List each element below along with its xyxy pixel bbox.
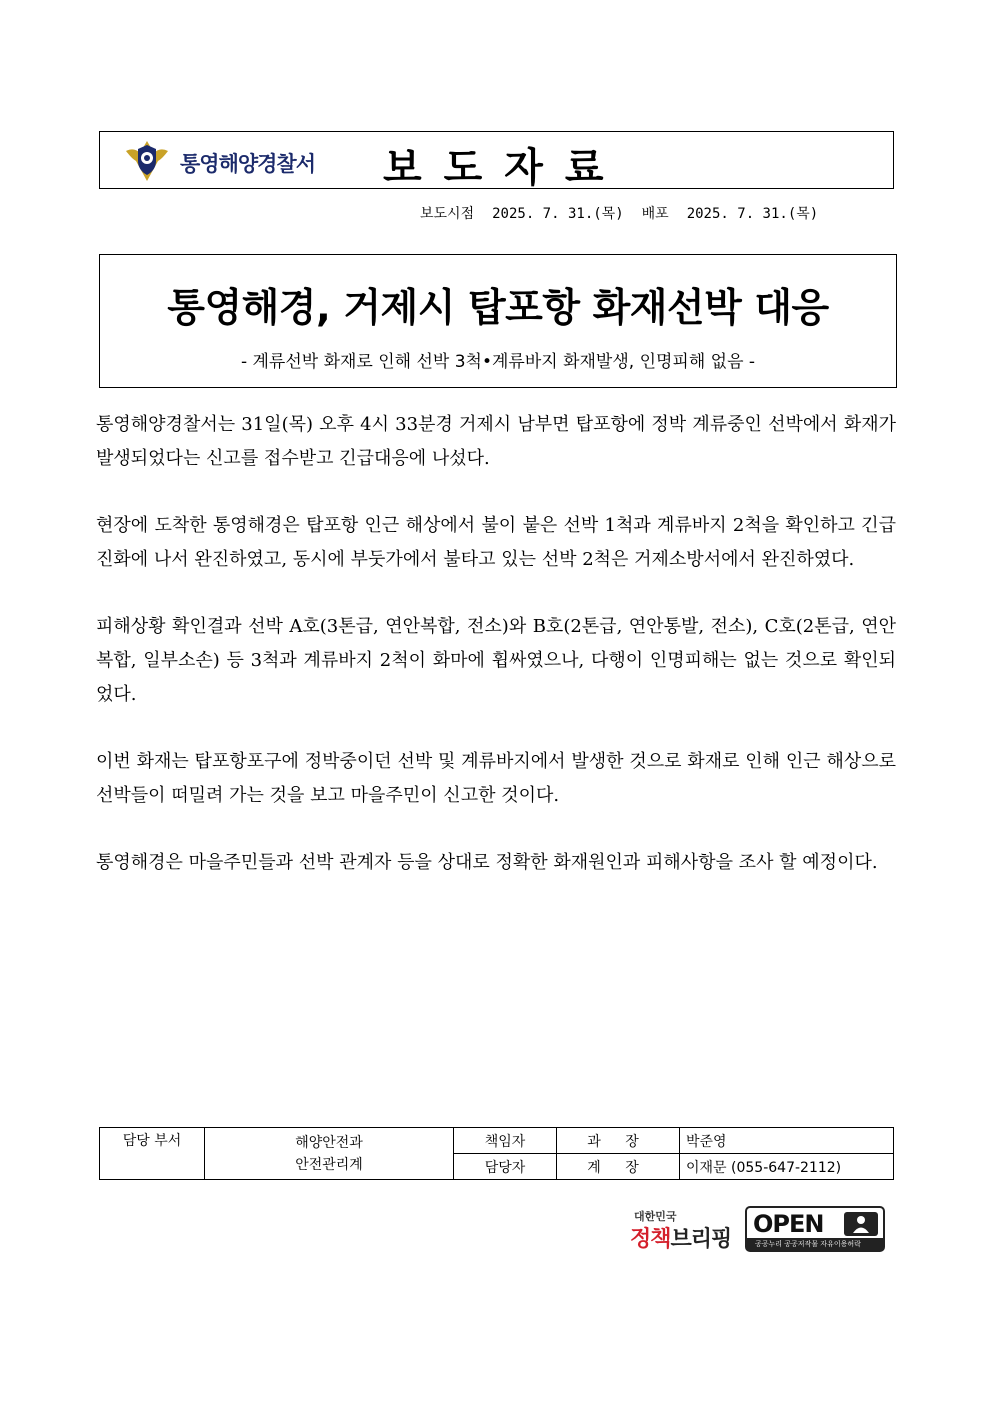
paragraph: 통영해양경찰서는 31일(목) 오후 4시 33분경 거제시 남부면 탑포항에 정박 계류중인 선박에서 화재가 발생되었다는 신고를 접수받고 긴급대응에 나섰다. [96, 414, 896, 469]
release-date: 2025. 7. 31.(목) [492, 206, 624, 222]
dept-cell [205, 1128, 454, 1180]
headline-box [99, 254, 897, 388]
header-box [99, 131, 894, 189]
headline-title: 통영해경, 거제시 탑포항 화재선박 대응 [167, 286, 829, 331]
kogl-open-logo: OPEN 공공누리 공공저작물 자유이용허락 [745, 1206, 885, 1252]
table-row [100, 1128, 894, 1154]
policy-briefing-logo: 대한민국 정책브리핑 [630, 1210, 732, 1252]
paragraph: 현장에 도착한 통영해경은 탑포항 인근 해상에서 불이 붙은 선박 1척과 계류바지 2척을 확인하고 긴급 진화에 나서 완진하였고, 동시에 부둣가에서 불타고 있는 선박 2척은 거제소방서에서 완진하였다. [96, 515, 896, 570]
article-body [96, 408, 896, 913]
distribution-date: 2025. 7. 31.(목) [686, 206, 819, 222]
attribution-badge-icon [844, 1212, 878, 1236]
dept-label: 담당 부서 [100, 1128, 205, 1180]
title-cell: 과 장 [557, 1128, 680, 1154]
distribution-label: 배포 [641, 206, 669, 222]
paragraph: 피해상황 확인결과 선박 A호(3톤급, 연안복합, 전소)와 B호(2톤급, 연안통발, 전소), C호(2톤급, 연안복합, 일부소손) 등 3척과 계류바지 2척이 화마에 휩싸였으나, 다행이 인명피해는 없는 것으로 확인되었다. [96, 616, 896, 705]
role-cell: 책임자 [454, 1128, 557, 1154]
role-cell: 담당자 [454, 1154, 557, 1180]
dept-name: 해양안전과 [295, 1134, 363, 1151]
person-cell: 박준영 [680, 1128, 894, 1154]
org-name: 통영해양경찰서 [180, 152, 316, 176]
title-cell: 계 장 [557, 1154, 680, 1180]
headline-subtitle: - 계류선박 화재로 인해 선박 3척•계류바지 화재발생, 인명피해 없음 - [240, 352, 756, 372]
doc-type-title: 보도자료 [383, 145, 626, 191]
contacts-table [99, 1127, 894, 1180]
person-cell: 이재문 (055-647-2112) [680, 1154, 894, 1180]
release-dateline [420, 203, 836, 223]
release-label: 보도시점 [420, 206, 475, 222]
paragraph: 이번 화재는 탑포항포구에 정박중이던 선박 및 계류바지에서 발생한 것으로 화재로 인해 인근 해상으로 선박들이 떠밀려 가는 것을 보고 마을주민이 신고한 것이다. [96, 751, 896, 806]
paragraph: 통영해경은 마을주민들과 선박 관계자 등을 상대로 정확한 화재원인과 피해사항을 조사 할 예정이다. [96, 852, 878, 873]
coast-guard-emblem-icon [124, 137, 170, 183]
team-name: 안전관리계 [295, 1156, 363, 1173]
